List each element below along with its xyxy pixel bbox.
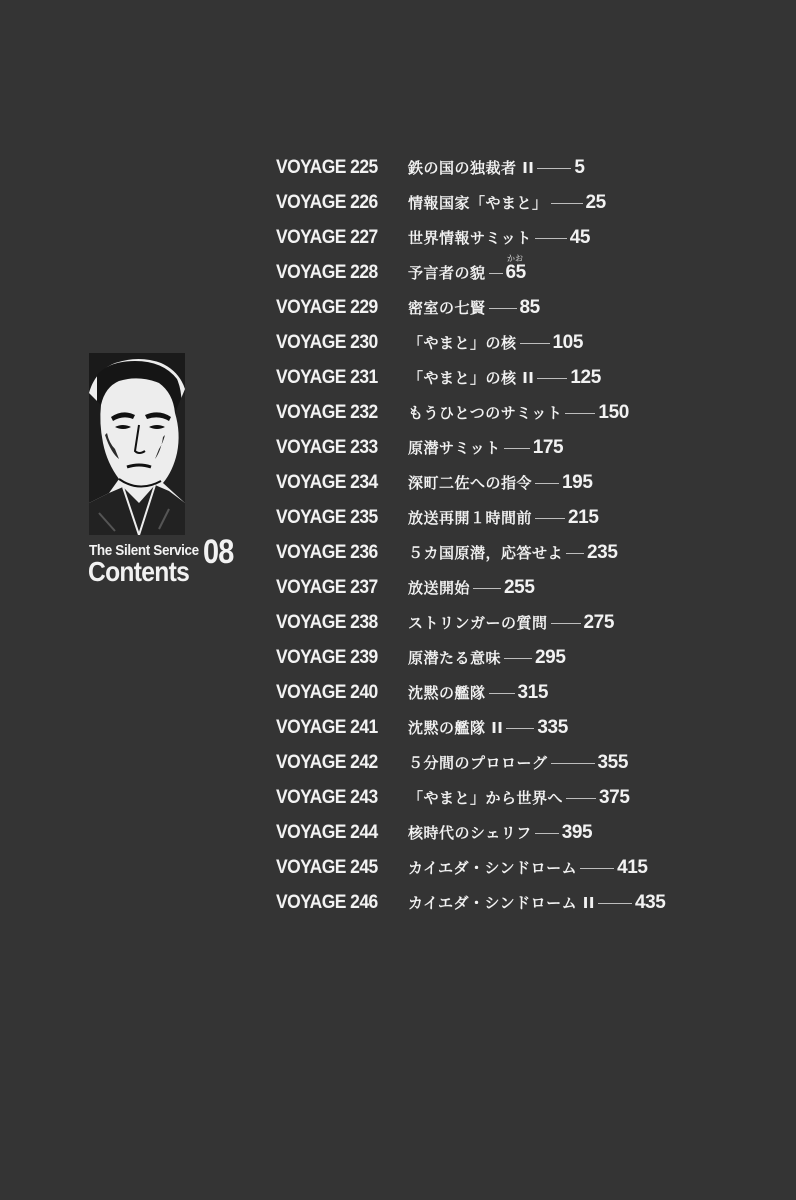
leader-line xyxy=(489,308,517,309)
leader-line xyxy=(535,238,567,239)
page-number: 65 xyxy=(505,261,526,283)
voyage-label: VOYAGE 239 xyxy=(276,646,378,668)
voyage-label: VOYAGE 238 xyxy=(276,611,378,633)
toc-row xyxy=(276,360,776,395)
chapter-title: 核時代のシェリフ xyxy=(408,824,532,842)
voyage-label: VOYAGE 230 xyxy=(276,331,378,353)
leader-line xyxy=(489,693,515,694)
chapter-title: 鉄の国の独裁者 II xyxy=(408,159,535,177)
table-of-contents xyxy=(276,150,776,920)
page-number: 175 xyxy=(532,436,564,458)
page-number: 275 xyxy=(583,611,615,633)
page-number: 125 xyxy=(570,366,601,388)
chapter-title: 「やまと」から世界へ xyxy=(408,789,564,807)
chapter-title: 情報国家「やまと」 xyxy=(408,194,548,212)
voyage-label: VOYAGE 225 xyxy=(276,156,378,178)
chapter-title: 放送再開１時間前 xyxy=(408,509,533,527)
leader-line xyxy=(580,868,614,869)
voyage-label: VOYAGE 226 xyxy=(276,191,378,213)
page-number: 150 xyxy=(598,401,629,423)
page-number: 25 xyxy=(585,191,606,213)
chapter-title: ストリンガーの質問 xyxy=(408,614,548,632)
leader-line xyxy=(535,483,559,484)
voyage-label: VOYAGE 227 xyxy=(276,226,378,248)
page-number: 395 xyxy=(561,821,593,843)
leader-line xyxy=(535,518,565,519)
chapter-title: 世界情報サミット xyxy=(408,229,532,247)
page-number: 415 xyxy=(617,856,648,878)
voyage-label: VOYAGE 233 xyxy=(276,436,378,458)
chapter-title: 予言者の貌 xyxy=(408,264,486,282)
chapter-title: カイエダ・シンドローム II xyxy=(408,894,595,912)
toc-row xyxy=(276,500,776,535)
toc-row xyxy=(276,220,776,255)
leader-line xyxy=(551,623,581,624)
page-number: 335 xyxy=(537,716,568,738)
leader-line xyxy=(504,658,532,659)
voyage-label: VOYAGE 242 xyxy=(276,751,378,773)
leader-line xyxy=(537,168,571,169)
toc-row xyxy=(276,325,776,360)
chapter-title: 沈黙の艦隊 xyxy=(408,684,486,702)
voyage-label: VOYAGE 229 xyxy=(276,296,378,318)
voyage-label: VOYAGE 237 xyxy=(276,576,378,598)
page-number: 45 xyxy=(569,226,591,248)
toc-row xyxy=(276,395,776,430)
page-number: 355 xyxy=(597,751,629,773)
toc-row xyxy=(276,570,776,605)
chapter-title: 「やまと」の核 II xyxy=(408,369,535,387)
toc-row xyxy=(276,780,776,815)
voyage-label: VOYAGE 243 xyxy=(276,786,378,808)
chapter-title: 密室の七賢 xyxy=(408,299,486,317)
leader-line xyxy=(506,728,534,729)
chapter-title: もうひとつのサミット xyxy=(408,404,563,422)
chapter-title: ５分間のプロローグ xyxy=(408,754,548,772)
toc-row xyxy=(276,430,776,465)
toc-row xyxy=(276,885,776,920)
page-number: 85 xyxy=(519,296,540,318)
voyage-label: VOYAGE 236 xyxy=(276,541,378,563)
leader-line xyxy=(504,448,530,449)
voyage-label: VOYAGE 235 xyxy=(276,506,378,528)
leader-line xyxy=(535,833,559,834)
voyage-label: VOYAGE 228 xyxy=(276,261,378,283)
page-number: 315 xyxy=(517,681,549,703)
page-number: 235 xyxy=(587,541,618,563)
series-title: The Silent Service xyxy=(89,542,199,559)
toc-row xyxy=(276,255,776,290)
voyage-label: VOYAGE 240 xyxy=(276,681,378,703)
chapter-title: 原潜サミット xyxy=(408,439,501,457)
chapter-title: 沈黙の艦隊 II xyxy=(408,719,504,737)
leader-line xyxy=(566,798,596,799)
voyage-label: VOYAGE 234 xyxy=(276,471,378,493)
leader-line xyxy=(565,413,595,414)
chapter-title: ５カ国原潜，応答せよ xyxy=(408,544,564,562)
leader-line xyxy=(598,903,632,904)
toc-row xyxy=(276,535,776,570)
character-portrait-icon xyxy=(89,353,185,535)
leader-line xyxy=(566,553,584,554)
chapter-title: 放送開始 xyxy=(408,579,471,597)
toc-row xyxy=(276,605,776,640)
ruby-annotation: かお xyxy=(507,254,523,263)
chapter-title: 原潜たる意味 xyxy=(408,649,502,667)
toc-row xyxy=(276,465,776,500)
leader-line xyxy=(537,378,567,379)
leader-line xyxy=(551,763,595,764)
toc-row xyxy=(276,850,776,885)
page-number: 105 xyxy=(552,331,584,353)
leader-line xyxy=(551,203,583,204)
contents-heading: Contents xyxy=(88,556,190,587)
page-number: 215 xyxy=(568,506,599,528)
leader-line xyxy=(473,588,501,589)
page-number: 5 xyxy=(574,156,585,178)
toc-row xyxy=(276,710,776,745)
page-number: 295 xyxy=(535,646,566,668)
page-number: 435 xyxy=(634,891,666,913)
volume-number: 08 xyxy=(203,533,234,571)
toc-row xyxy=(276,185,776,220)
leader-line xyxy=(489,273,503,274)
page-number: 255 xyxy=(504,576,535,598)
voyage-label: VOYAGE 231 xyxy=(276,366,378,388)
toc-row xyxy=(276,290,776,325)
voyage-label: VOYAGE 244 xyxy=(276,821,378,843)
toc-row xyxy=(276,675,776,710)
page-number: 375 xyxy=(599,786,630,808)
toc-row xyxy=(276,640,776,675)
chapter-title: カイエダ・シンドローム xyxy=(408,859,578,877)
toc-row xyxy=(276,150,776,185)
voyage-label: VOYAGE 241 xyxy=(276,716,378,738)
toc-row xyxy=(276,815,776,850)
voyage-label: VOYAGE 246 xyxy=(276,891,378,913)
chapter-title: 「やまと」の核 xyxy=(408,334,517,352)
chapter-title: 深町二佐への指令 xyxy=(408,474,533,492)
toc-row xyxy=(276,745,776,780)
page-number: 195 xyxy=(562,471,593,493)
voyage-label: VOYAGE 245 xyxy=(276,856,378,878)
voyage-label: VOYAGE 232 xyxy=(276,401,378,423)
leader-line xyxy=(520,343,550,344)
